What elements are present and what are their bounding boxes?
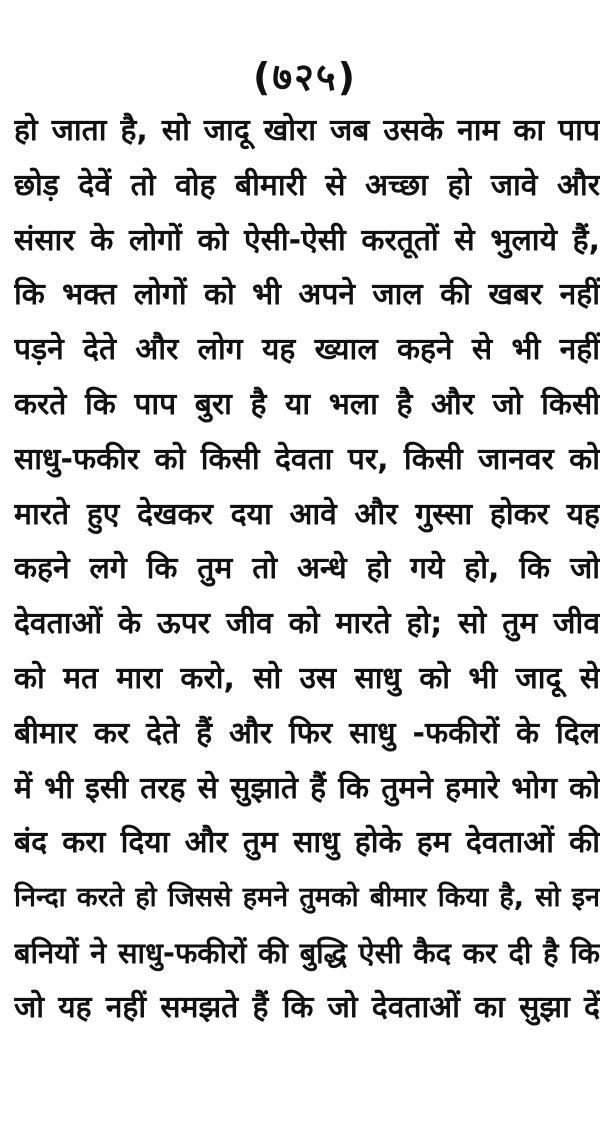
page-number: (७२५) (252, 55, 357, 99)
text-line: करते कि पाप बुरा है या भला है और जो किसी (14, 386, 600, 422)
text-line: को मत मारा करो, सो उस साधु को भी जादू से (14, 660, 600, 696)
text-line: हो जाता है, सो जादू खोरा जब उसके नाम का पाप (14, 113, 600, 148)
text-line: जो यह नहीं समझते हैं कि जो देवताओं का सुझा दें (14, 989, 600, 1025)
text-line: देवताओं के ऊपर जीव को मारते हो; सो तुम जीव (14, 606, 600, 642)
text-line: साधु-फकीर को किसी देवता पर, किसी जानवर को (14, 441, 600, 477)
text-line: बीमार कर देते हैं और फिर साधु -फकीरों के दिल (14, 715, 600, 751)
text-line: कि भक्त लोगों को भी अपने जाल की खबर नहीं (14, 277, 600, 313)
body-text (14, 104, 600, 1036)
text-line: बंद करा दिया और तुम साधु होके हम देवताओं की (14, 825, 600, 861)
text-line: पड़ने देते और लोग यह ख्याल कहने से भी नहीं (14, 332, 600, 368)
text-line: निन्दा करते हो जिससे हमने तुमको बीमार किया है, सो इन (14, 882, 600, 914)
text-line: मारते हुए देखकर दया आवे और गुस्सा होकर यह (14, 496, 600, 532)
text-line: में भी इसी तरह से सुझाते हैं कि तुमने हमारे भोग को (14, 770, 600, 806)
text-line: बनियों ने साधु-फकीरों की बुद्धि ऐसी कैद कर दी है कि (14, 935, 600, 970)
text-line: संसार के लोगों को ऐसी-ऐसी करतूतों से भुलाये हैं, (14, 222, 600, 258)
text-line: छोड़ देवें तो वोह बीमारी से अच्छा हो जावे और (14, 167, 600, 203)
text-line: कहने लगे कि तुम तो अन्धे हो गये हो, कि जो (14, 551, 600, 587)
